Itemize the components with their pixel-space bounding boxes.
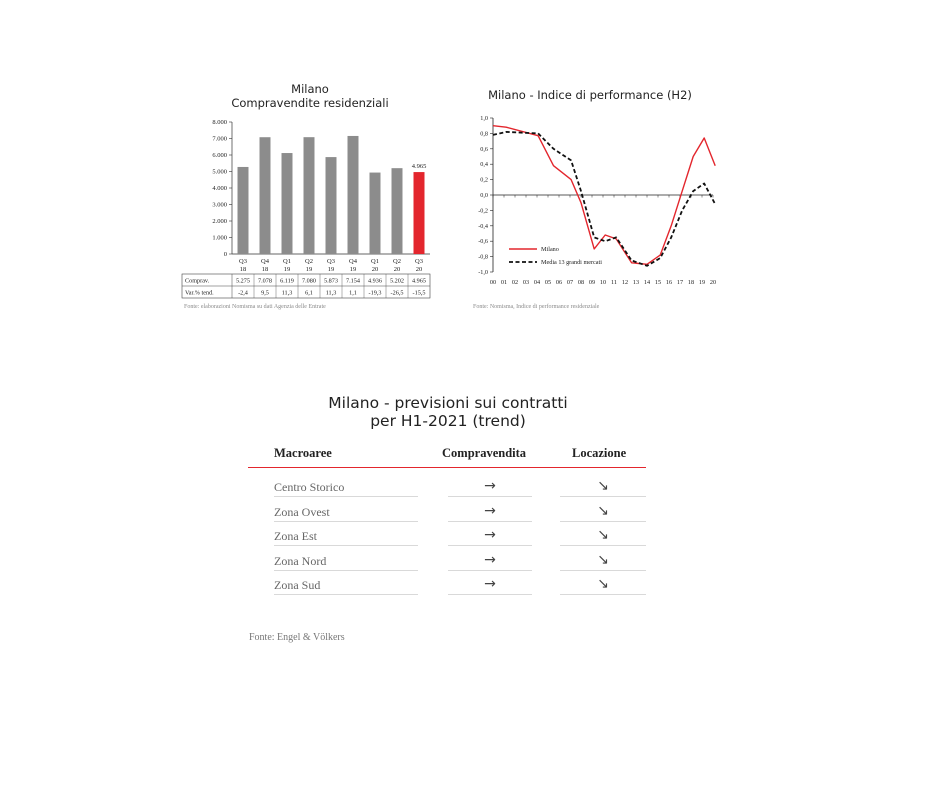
bar-category-label: Q2 [393, 258, 401, 265]
bar-table-cell: 6.119 [280, 277, 294, 285]
bar-y-tick-label: 2.000 [212, 218, 227, 225]
line-chart-title: Milano - Indice di performance (H2) [488, 88, 692, 102]
line-y-tick-label: 0,4 [480, 161, 488, 169]
line-chart [465, 110, 725, 300]
row-separator [448, 496, 532, 497]
bar-category-label: Q3 [239, 258, 247, 265]
legend-label: Milano [541, 246, 559, 254]
col-header-macroaree: Macroaree [274, 446, 332, 460]
row-area: Zona Sud [274, 578, 321, 592]
bar-table-cell: 5.275 [236, 277, 250, 285]
bar-data-label: 4.965 [411, 163, 427, 171]
row-separator [560, 521, 646, 522]
line-x-tick-label: 08 [577, 279, 585, 286]
bar-chart-subtitle: Compravendite residenziali [231, 96, 389, 110]
bar-table-cell: 7.078 [258, 277, 272, 285]
locazione-trend-icon: ↘ [597, 576, 609, 592]
bar-table-row-label: Comprav. [185, 277, 210, 285]
locazione-trend-icon: ↘ [597, 527, 609, 543]
bar-table-cell: 7.080 [302, 277, 316, 285]
bar-category-label: 18 [261, 266, 269, 273]
line-x-tick-label: 12 [621, 279, 629, 286]
locazione-trend-icon: ↘ [597, 478, 609, 494]
header-rule [248, 467, 646, 468]
row-area: Zona Est [274, 529, 317, 543]
row-separator [560, 545, 646, 546]
line-x-tick-label: 09 [588, 279, 596, 286]
compravendita-trend-icon: → [484, 576, 496, 592]
line-chart-source: Fonte: Nomisma, Indice di performance residenziale [473, 304, 600, 310]
locazione-trend-icon: ↘ [597, 502, 609, 519]
table-row [248, 503, 646, 527]
bar-table-cell: 4.965 [412, 277, 426, 285]
line-y-tick-label: -0,8 [478, 253, 488, 261]
bar-category-label: Q4 [261, 258, 269, 265]
bar-table-cell: 5.873 [324, 277, 338, 285]
line-x-tick-label: 05 [544, 279, 552, 286]
bar-category-label: 20 [371, 266, 379, 273]
bar-category-label: 19 [349, 266, 357, 273]
line-y-tick-label: 1,0 [480, 115, 488, 122]
bar-category-label: Q1 [283, 258, 291, 265]
bar [260, 137, 271, 254]
row-separator [448, 594, 532, 595]
row-separator [448, 545, 532, 546]
bar-category-label: 20 [415, 266, 423, 273]
line-y-tick-label: -0,2 [478, 207, 488, 215]
row-separator [274, 594, 418, 595]
bar-chart [180, 112, 440, 307]
bar-table-cell: 5.202 [390, 277, 404, 285]
col-header-locazione: Locazione [572, 446, 627, 460]
bar [348, 136, 359, 254]
bar-category-label: 20 [393, 266, 401, 273]
table-row [248, 576, 646, 600]
bar [238, 167, 249, 254]
bar-table-cell: -2,4 [238, 289, 248, 297]
bar-y-tick-label: 0 [223, 251, 227, 258]
line-x-tick-label: 10 [599, 279, 607, 286]
line-x-tick-label: 18 [687, 279, 695, 286]
row-area: Zona Ovest [274, 504, 330, 519]
compravendita-trend-icon: → [484, 502, 496, 519]
row-separator [560, 570, 646, 571]
line-x-tick-label: 13 [632, 279, 640, 286]
bar-table-cell: 9,5 [261, 289, 269, 297]
row-separator [448, 521, 532, 522]
bar-category-label: Q1 [371, 258, 379, 265]
table-row [248, 527, 646, 551]
row-area: Centro Storico [274, 480, 345, 494]
legend-label: Media 13 grandi mercati [541, 259, 602, 267]
bar-table-cell: 4.936 [368, 277, 382, 285]
bar-chart-title-line1: Milano [291, 82, 329, 96]
bar-category-label: 18 [239, 266, 247, 273]
bar [370, 173, 381, 254]
bar-y-tick-label: 1.000 [212, 234, 227, 242]
bar-y-tick-label: 4.000 [212, 185, 227, 192]
line-y-tick-label: -0,4 [478, 222, 488, 230]
row-separator [448, 570, 532, 571]
bar-y-tick-label: 8.000 [212, 119, 227, 126]
forecast-title-line1: Milano - previsioni sui contratti [328, 394, 568, 412]
line-y-tick-label: -1,0 [478, 269, 488, 276]
line-x-tick-label: 03 [522, 279, 530, 286]
bar-category-label: 19 [283, 266, 291, 273]
bar-category-label: Q3 [327, 258, 335, 265]
row-separator [274, 496, 418, 497]
line-x-tick-label: 02 [511, 279, 519, 286]
line-y-tick-label: 0,2 [480, 176, 488, 184]
line-x-tick-label: 01 [500, 279, 508, 286]
table-row [248, 478, 646, 502]
forecast-title [288, 394, 608, 430]
bar [282, 153, 293, 254]
bar-y-tick-label: 7.000 [212, 135, 227, 143]
bar-category-label: Q4 [349, 258, 357, 265]
bar-table-cell: 1,1 [349, 289, 357, 297]
bar-chart-source: Fonte: elaborazioni Nomisma su dati Agenzia delle Entrate [184, 304, 326, 310]
line-y-tick-label: 0,6 [480, 145, 488, 153]
bar-y-tick-label: 6.000 [212, 152, 227, 159]
bar [392, 168, 403, 254]
line-y-tick-label: -0,6 [478, 238, 488, 246]
line-x-tick-label: 11 [611, 279, 617, 286]
line-series-media [493, 132, 715, 266]
forecast-table [248, 440, 646, 605]
row-area: Zona Nord [274, 553, 327, 568]
line-x-tick-label: 17 [676, 279, 684, 286]
bar-category-label: 19 [305, 266, 313, 273]
locazione-trend-icon: ↘ [597, 551, 609, 568]
bar-chart-title [200, 82, 420, 110]
compravendita-trend-icon: → [484, 527, 496, 543]
bar-table-cell: 6,1 [305, 289, 313, 297]
line-x-tick-label: 07 [566, 279, 574, 286]
bar-category-label: Q2 [305, 258, 313, 265]
bar-table-cell: -19,3 [368, 289, 382, 297]
forecast-title-line2: per H1-2021 (trend) [370, 412, 526, 430]
line-x-tick-label: 14 [643, 279, 651, 286]
line-x-tick-label: 20 [709, 279, 717, 286]
row-separator [560, 496, 646, 497]
bar-y-tick-label: 5.000 [212, 168, 227, 176]
compravendita-trend-icon: → [484, 551, 496, 568]
row-separator [274, 570, 418, 571]
row-separator [560, 594, 646, 595]
line-y-tick-label: 0,8 [480, 130, 488, 138]
bar [304, 137, 315, 254]
bar-table-cell: 11,3 [325, 289, 337, 297]
line-x-tick-label: 06 [555, 279, 563, 286]
line-x-tick-label: 15 [654, 279, 662, 286]
bar-table-cell: 7.154 [346, 277, 360, 285]
compravendita-trend-icon: → [484, 478, 496, 494]
table-row [248, 552, 646, 576]
bar [414, 172, 425, 254]
line-x-tick-label: 16 [665, 279, 673, 286]
bar-table-cell: -26,5 [390, 289, 404, 297]
row-separator [274, 521, 418, 522]
forecast-source: Fonte: Engel & Völkers [249, 632, 345, 643]
line-y-tick-label: 0,0 [480, 192, 488, 199]
line-x-tick-label: 04 [533, 279, 541, 286]
bar-table-cell: 11,3 [281, 289, 293, 297]
bar [326, 157, 337, 254]
line-x-tick-label: 19 [698, 279, 706, 286]
bar-category-label: 19 [327, 266, 335, 273]
line-x-tick-label: 00 [489, 279, 497, 286]
row-separator [274, 545, 418, 546]
col-header-compravendita: Compravendita [442, 446, 527, 460]
bar-table-row-label: Var.% tend. [185, 289, 214, 297]
bar-category-label: Q3 [415, 258, 423, 265]
bar-y-tick-label: 3.000 [212, 201, 227, 209]
bar-table-cell: -15,5 [412, 289, 426, 297]
